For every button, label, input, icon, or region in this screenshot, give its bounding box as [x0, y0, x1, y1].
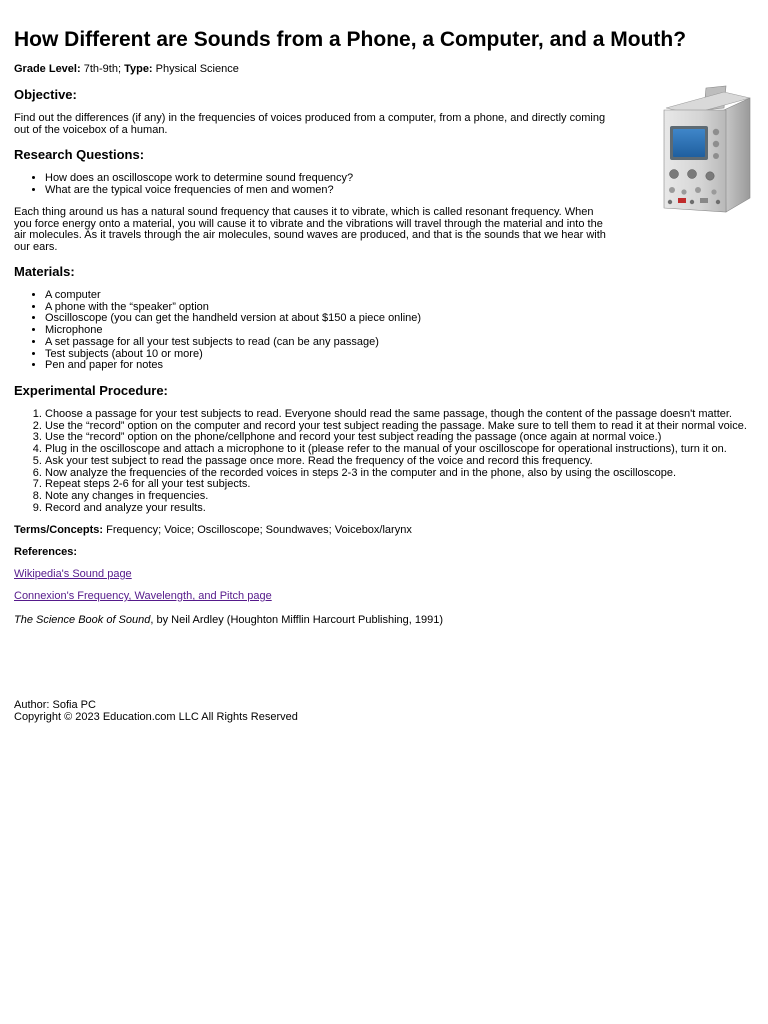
book-details: , by Neil Ardley (Houghton Mifflin Harcourt Publishing, 1991)	[150, 614, 444, 626]
list-item: • Microphone	[45, 325, 421, 337]
procedure-step: 3. Use the “record” option on the phone/cellphone and record your test subject reading the passage (once again at normal voice.)	[45, 432, 768, 444]
author-line: Author: Sofia PC	[14, 699, 96, 711]
references-label: References:	[14, 546, 77, 558]
oscilloscope-image	[648, 80, 758, 220]
objective-text: Find out the differences (if any) in the frequencies of voices produced from a computer, from a phone, and directly coming out of the voicebox of a human.	[14, 112, 606, 136]
list-item: • A phone with the “speaker” option	[45, 302, 421, 314]
list-item: • How does an oscilloscope work to determine sound frequency?	[45, 173, 353, 185]
procedure-step: 2. Use the “record” option on the computer and record your test subject reading the passage. Make sure to tell them to read it at their normal voice.	[45, 421, 768, 433]
references-heading	[14, 547, 77, 559]
materials-list	[14, 290, 421, 372]
list-item: • A set passage for all your test subjects to read (can be any passage)	[45, 337, 421, 349]
terms-value: Frequency; Voice; Oscilloscope; Soundwaves; Voicebox/larynx	[106, 524, 412, 536]
reference-3	[14, 615, 443, 627]
procedure-step: 8. Note any changes in frequencies.	[45, 491, 768, 503]
grade-value: 7th-9th;	[83, 63, 122, 75]
procedure-steps-list	[14, 409, 768, 514]
procedure-heading: Experimental Procedure:	[14, 383, 168, 398]
procedure-step: 4. Plug in the oscilloscope and attach a microphone to it (please refer to the manual of your oscilloscope for operational instructions), turn it on.	[45, 444, 768, 456]
connexions-frequency-link[interactable]: Connexion's Frequency, Wavelength, and Pitch page	[14, 590, 272, 602]
wikipedia-sound-link[interactable]: Wikipedia's Sound page	[14, 568, 132, 580]
list-item: • A computer	[45, 290, 421, 302]
copyright-line: Copyright © 2023 Education.com LLC All Rights Reserved	[14, 710, 298, 723]
research-heading: Research Questions:	[14, 147, 145, 162]
list-item: • Test subjects (about 10 or more)	[45, 349, 421, 361]
reference-2	[14, 591, 272, 603]
procedure-step: 7. Repeat steps 2-6 for all your test subjects.	[45, 479, 768, 491]
research-questions-list	[14, 173, 353, 196]
procedure-step: 1. Choose a passage for your test subjects to read. Everyone should read the same passage, though the content of the passage doesn't matter.	[45, 409, 768, 421]
list-item: • Pen and paper for notes	[45, 360, 421, 372]
procedure-step: 6. Now analyze the frequencies of the recorded voices in steps 2-3 in the computer and in the phone, also by using the oscilloscope.	[45, 468, 768, 480]
list-item: • Oscilloscope (you can get the handheld version at about $150 a piece online)	[45, 313, 421, 325]
grade-label: Grade Level:	[14, 63, 81, 75]
materials-heading: Materials:	[14, 264, 75, 279]
type-label: Type:	[124, 63, 153, 75]
terms-label: Terms/Concepts:	[14, 524, 104, 536]
book-title: The Science Book of Sound	[14, 614, 151, 626]
procedure-step: 9. Record and analyze your results.	[45, 503, 768, 515]
research-paragraph: Each thing around us has a natural sound frequency that causes it to vibrate, which is called resonant frequency. When you force energy onto a material, you will cause it to vibrate and the vibrations will travel through the material and into the air molecules. As it travels through the air molecules, sound waves are produced, and that is the sounds that we hear with our ears.	[14, 206, 606, 253]
type-value: Physical Science	[155, 63, 239, 75]
objective-heading: Objective:	[14, 87, 77, 102]
page-title: How Different are Sounds from a Phone, a Computer, and a Mouth?	[14, 28, 687, 51]
footer	[14, 700, 298, 723]
terms-line	[14, 525, 412, 537]
reference-1	[14, 569, 132, 581]
list-item: • What are the typical voice frequencies of men and women?	[45, 185, 353, 197]
grade-type-line	[14, 64, 239, 76]
procedure-step: 5. Ask your test subject to read the passage once more. Read the frequency of the voice and record this frequency.	[45, 456, 768, 468]
